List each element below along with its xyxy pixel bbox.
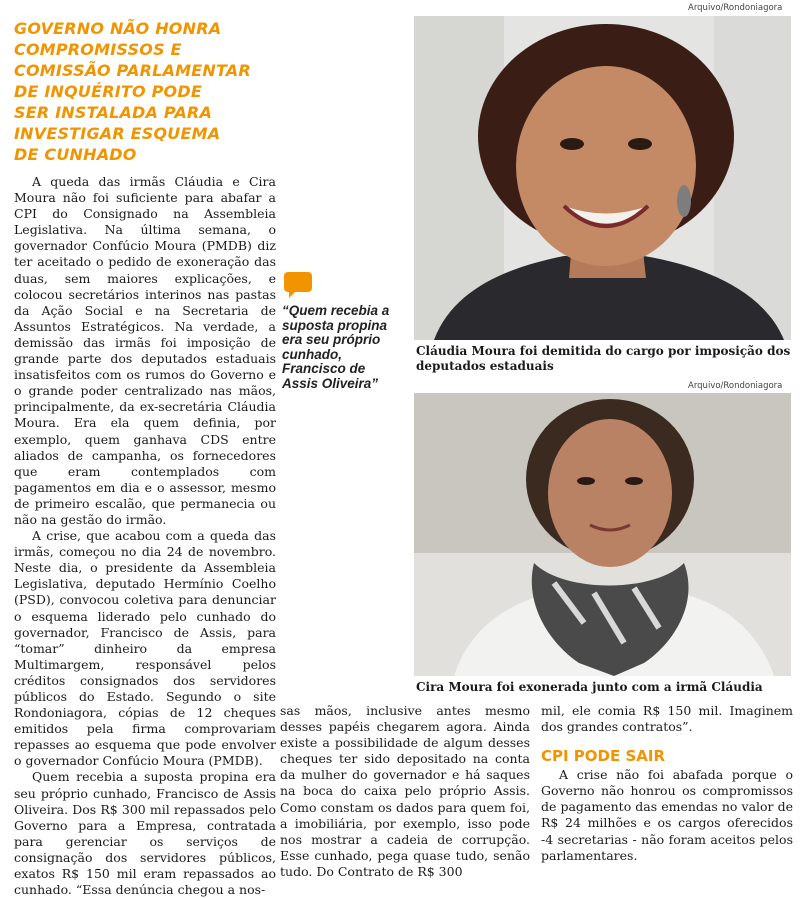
headline-line: GOVERNO NÃO HONRA xyxy=(14,19,222,38)
section-subhead: CPI PODE SAIR xyxy=(541,747,666,766)
headline xyxy=(14,18,264,165)
article-column-3 xyxy=(541,703,793,864)
headline-line: SER INSTALADA PARA xyxy=(14,103,213,122)
speech-bubble-icon xyxy=(284,272,314,298)
photo-credit-bottom: Arquivo/Rondoniagora xyxy=(688,381,783,391)
photo-credit-top: Arquivo/Rondoniagora xyxy=(688,3,783,13)
body-paragraph: mil, ele comia R$ 150 mil. Imaginem dos grandes contratos”. xyxy=(541,703,793,735)
article-column-1 xyxy=(14,174,276,898)
pull-quote xyxy=(282,272,400,391)
article-column-2 xyxy=(280,703,530,880)
body-paragraph: A crise não foi abafada porque o Governo não honrou os compromissos de pagamento das emendas no valor de R$ 24 milhões e os cargos oferecidos -4 secretarias - não foram aceitos pelos parlamentares. xyxy=(541,767,793,863)
photo-caption-bottom: Cira Moura foi exonerada junto com a irmã Cláudia xyxy=(416,680,763,694)
body-paragraph: sas mãos, inclusive antes mesmo desses papéis chegarem agora. Ainda existe a possibilidade de algum desses cheques ter sido depositado na conta da mulher do governador e há saques na boca do caixa pelo próprio Assis. Como constam os dados para quem foi, a imobiliária, por exemplo, isso pode nos mostrar a cadeia de corrupção. Esse cunhado, pega quase tudo, senão tudo. Do Contrato de R$ 300 xyxy=(280,703,530,879)
photo-claudia-moura xyxy=(414,16,791,340)
photo-cira-moura xyxy=(414,393,791,676)
body-paragraph: A queda das irmãs Cláudia e Cira Moura não foi suficiente para abafar a CPI do Consignado na Assembleia Legislativa. Na última semana, o governador Confúcio Moura (PMDB) diz ter aceitado o pedido de exoneração das duas, sem maiores explicações, e colocou secretários interinos nas pastas da Ação Social e na Secretaria de Assuntos Estratégicos. Na verdade, a demissão das irmãs foi imposição de grande parte dos deputados estaduais insatisfeitos com os rumos do Governo e o grande poder centralizado nas mãos, principalmente, da ex-secretária Cláudia Moura. Era ela quem definia, por exemplo, quem ganhava CDS entre aliados de campanha, os fornecedores que eram contemplados com pagamentos em dia e o assessor, mesmo de primeiro escalão, que permanecia ou não na gestão do irmão. xyxy=(14,174,276,527)
headline-line: COMISSÃO PARLAMENTAR xyxy=(14,61,251,80)
headline-line: DE CUNHADO xyxy=(14,145,137,164)
headline-line: DE INQUÉRITO PODE xyxy=(14,82,202,101)
photo-caption-top: Cláudia Moura foi demitida do cargo por imposição dos deputados estaduais xyxy=(416,344,791,373)
pull-quote-text: “Quem recebia a suposta propina era seu próprio cunhado, Francisco de Assis Oliveira” xyxy=(282,303,390,391)
body-paragraph: Quem recebia a suposta propina era seu próprio cunhado, Francisco de Assis Oliveira. Dos R$ 300 mil repassados pelo Governo para a Empresa, contratada para gerenciar os serviços de consignação dos servidores públicos, exatos R$ 150 mil eram repassados ao cunhado. “Essa denúncia chegou a nos- xyxy=(14,769,276,898)
body-paragraph: A crise, que acabou com a queda das irmãs, começou no dia 24 de novembro. Neste dia, o presidente da Assembleia Legislativa, deputado Hermínio Coelho (PSD), convocou coletiva para denunciar o esquema liderado pelo cunhado do governador, Francisco de Assis, para “tomar” dinheiro da empresa Multimargem, responsável pelos créditos consignados dos servidores públicos do Estado. Segundo o site Rondoniagora, cópias de 12 cheques emitidos pela firma comprovariam repasses ao esquema que pode envolver o governador Confúcio Moura (PMDB). xyxy=(14,528,276,769)
headline-line: COMPROMISSOS E xyxy=(14,40,182,59)
headline-line: INVESTIGAR ESQUEMA xyxy=(14,124,221,143)
